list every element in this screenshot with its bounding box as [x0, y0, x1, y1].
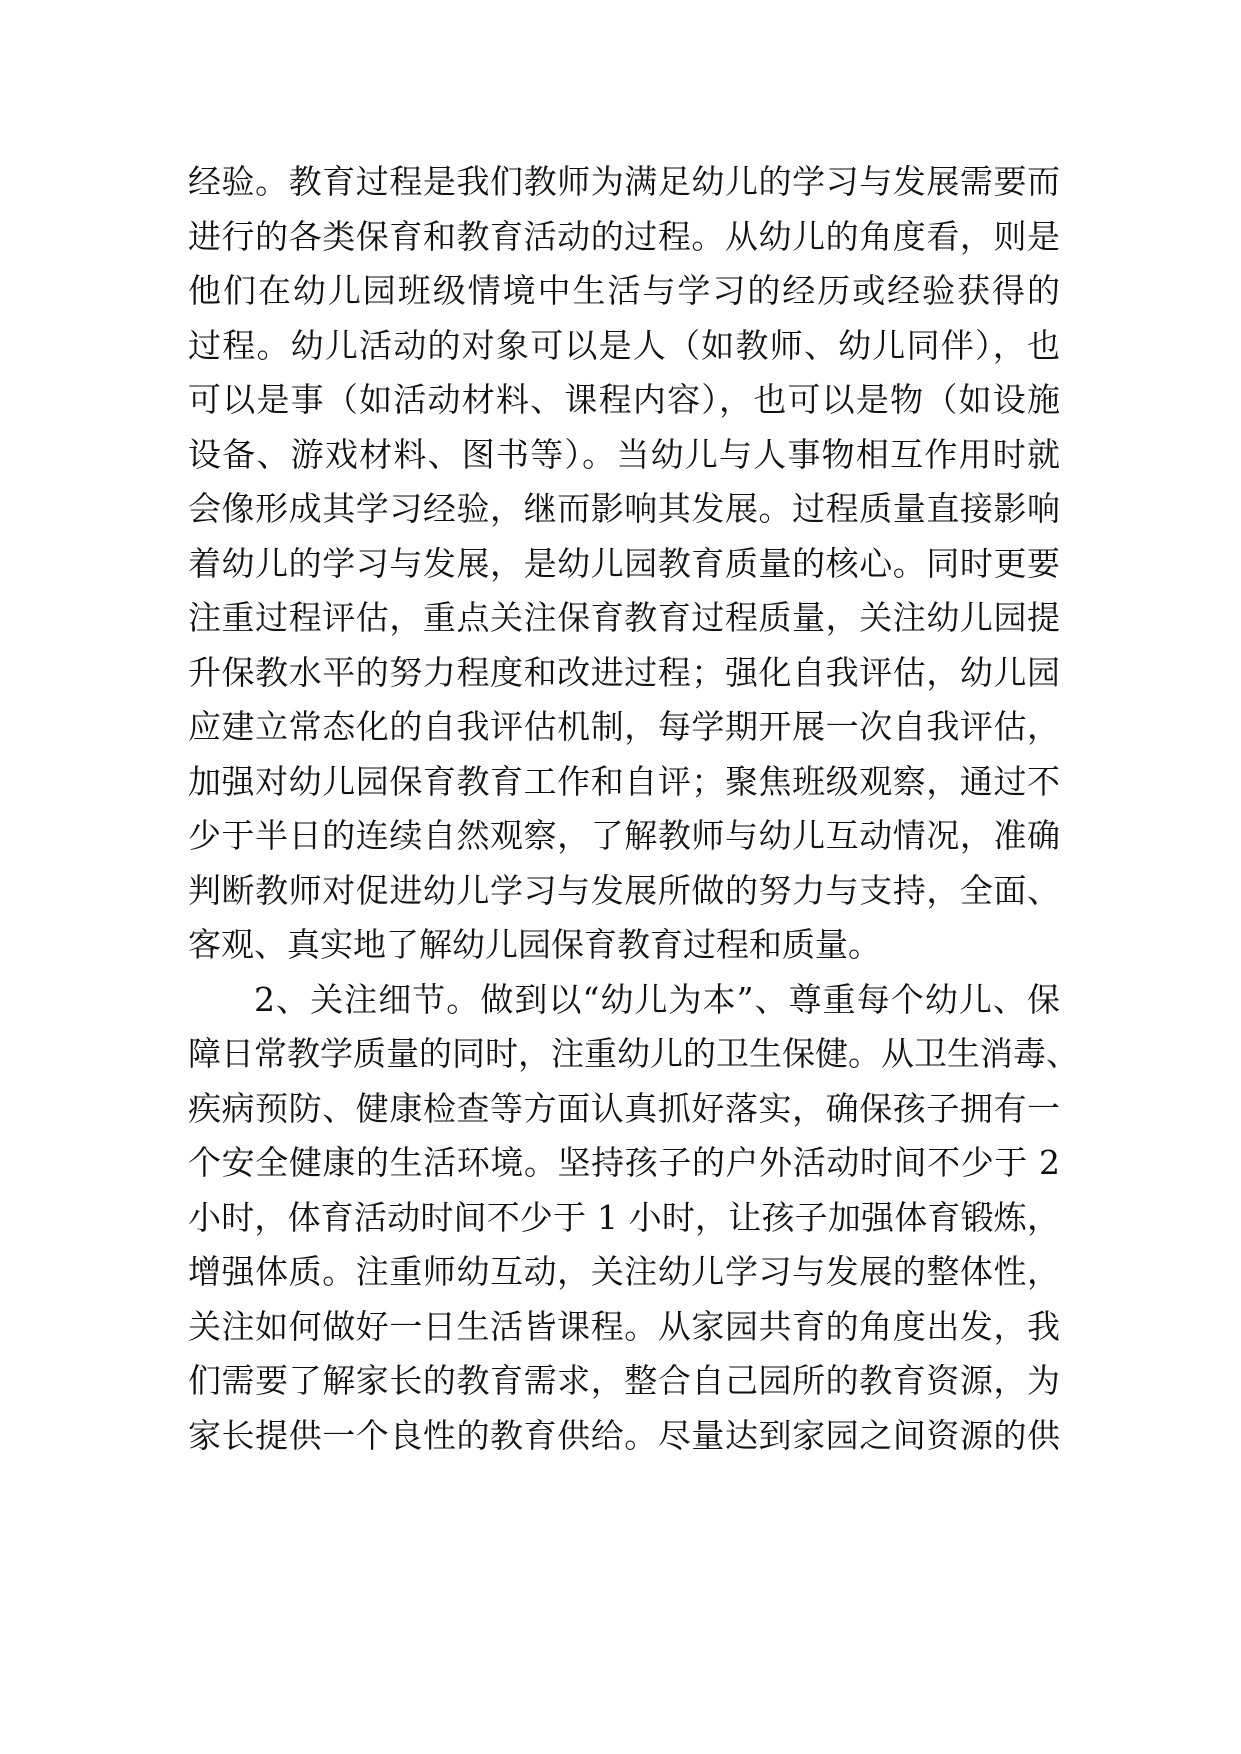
text-line: 着幼儿的学习与发展，是幼儿园教育质量的核心。同时更要 [188, 543, 1060, 583]
text-line: 可以是事（如活动材料、课程内容），也可以是物（如设施 [188, 380, 1060, 419]
text-line: 小时，体育活动时间不少于 1 小时，让孩子加强体育锻炼， [188, 1197, 1060, 1237]
text-line: 个安全健康的生活环境。坚持孩子的户外活动时间不少于 2 [188, 1143, 1060, 1182]
text-line: 们需要了解家长的教育需求，整合自己园所的教育资源，为 [188, 1361, 1060, 1400]
paragraph-1 [188, 155, 1060, 973]
text-line: 家长提供一个良性的教育供给。尽量达到家园之间资源的供 [188, 1415, 1060, 1455]
text-line: 关注如何做好一日生活皆课程。从家园共育的角度出发，我 [188, 1306, 1060, 1346]
text-line: 进行的各类保育和教育活动的过程。从幼儿的角度看，则是 [188, 216, 1060, 256]
text-line: 2、关注细节。做到以“幼儿为本”、尊重每个幼儿、保 [254, 979, 1060, 1019]
text-line: 过程。幼儿活动的对象可以是人（如教师、幼儿同伴），也 [188, 325, 1060, 365]
text-line: 加强对幼儿园保育教育工作和自评；聚焦班级观察，通过不 [188, 761, 1060, 801]
text-line: 设备、游戏材料、图书等）。当幼儿与人事物相互作用时就 [188, 434, 1060, 474]
text-line: 判断教师对促进幼儿学习与发展所做的努力与支持，全面、 [188, 870, 1060, 910]
text-line: 注重过程评估，重点关注保育教育过程质量，关注幼儿园提 [188, 598, 1060, 637]
paragraph-2 [188, 973, 1079, 1464]
text-line: 障日常教学质量的同时，注重幼儿的卫生保健。从卫生消毒、 [188, 1034, 1079, 1073]
text-line: 应建立常态化的自我评估机制，每学期开展一次自我评估， [188, 707, 1060, 746]
body-text [188, 155, 1079, 1463]
text-line: 客观、真实地了解幼儿园保育教育过程和质量。 [188, 925, 881, 964]
text-line: 经验。教育过程是我们教师为满足幼儿的学习与发展需要而 [188, 162, 1060, 201]
text-line: 会像形成其学习经验，继而影响其发展。过程质量直接影响 [188, 489, 1060, 528]
text-line: 少于半日的连续自然观察，了解教师与幼儿互动情况，准确 [188, 816, 1060, 855]
text-line: 增强体质。注重师幼互动，关注幼儿学习与发展的整体性， [188, 1252, 1060, 1291]
text-line: 疾病预防、健康检查等方面认真抓好落实，确保孩子拥有一 [188, 1088, 1060, 1128]
text-line: 他们在幼儿园班级情境中生活与学习的经历或经验获得的 [188, 271, 1060, 310]
text-line: 升保教水平的努力程度和改进过程；强化自我评估，幼儿园 [188, 652, 1060, 692]
